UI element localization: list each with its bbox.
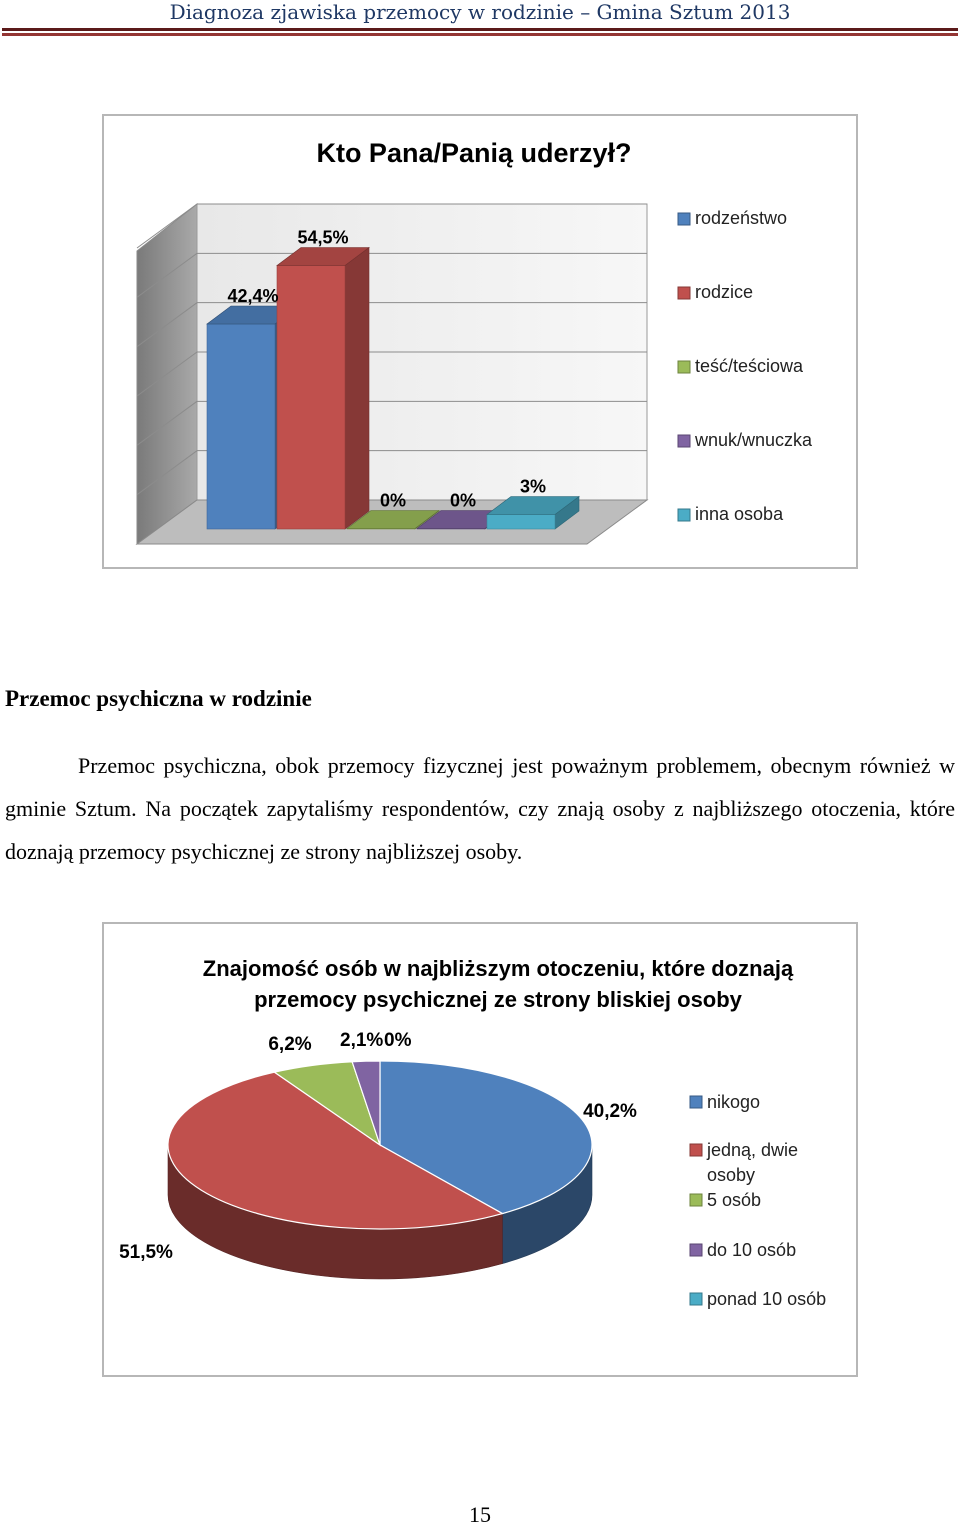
legend-swatch <box>690 1293 702 1305</box>
legend-label: nikogo <box>707 1092 761 1112</box>
legend-swatch <box>678 213 690 225</box>
page-header: Diagnoza zjawiska przemocy w rodzinie – Gmina Sztum 2013 <box>169 0 791 24</box>
bar-front <box>207 324 275 529</box>
legend-label: osoby <box>707 1165 756 1185</box>
bar <box>277 248 369 529</box>
bar-front <box>487 514 555 529</box>
legend-label: 5 osób <box>707 1190 762 1210</box>
pie-value-label: 0% <box>384 1030 412 1051</box>
bar-value-label: 3% <box>519 476 547 497</box>
bar-chart-svg <box>104 116 856 567</box>
legend-swatch <box>690 1144 702 1156</box>
legend-label: inna osoba <box>695 504 784 524</box>
legend-label: do 10 osób <box>707 1240 797 1260</box>
legend-label: jedną, dwie <box>707 1140 799 1160</box>
legend-label: rodzice <box>695 282 754 302</box>
legend-label: rodzeństwo <box>695 208 788 228</box>
chart-title: Kto Pana/Panią uderzył? <box>316 138 632 168</box>
body-paragraph: Przemoc psychiczna, obok przemocy fizycznej jest poważnym problemem, obecnym również w gminie Sztum. Na początek zapytaliśmy respondentów, czy znają osoby z najbliższego otoczenia, które doznają przemocy psychicznej ze strony najbliższej osoby. <box>5 753 955 864</box>
pie-chart-known-victims <box>102 922 858 1377</box>
header-rule <box>2 28 958 31</box>
legend-swatch <box>690 1096 702 1108</box>
legend-label: ponad 10 osób <box>707 1289 827 1309</box>
bar-chart-who-hit <box>102 114 858 569</box>
chart-title-line: przemocy psychicznej ze strony bliskiej osoby <box>254 987 742 1012</box>
legend-swatch <box>678 509 690 521</box>
pie-value-label: 6,2% <box>268 1034 312 1055</box>
legend-swatch <box>690 1244 702 1256</box>
bar-value-label: 42,4% <box>227 286 279 307</box>
header-rule-secondary <box>2 33 958 36</box>
pie-value-label: 40,2% <box>583 1101 637 1122</box>
legend-label: wnuk/wnuczka <box>695 430 813 450</box>
bar-value-label: 0% <box>449 490 477 511</box>
legend-swatch <box>678 361 690 373</box>
legend-swatch <box>678 435 690 447</box>
page-number: 15 <box>469 1502 491 1527</box>
bar-value-label: 54,5% <box>297 227 349 248</box>
legend-swatch <box>678 287 690 299</box>
bar-side <box>345 248 369 529</box>
section-title: Przemoc psychiczna w rodzinie <box>5 686 312 711</box>
bar-front <box>277 266 345 529</box>
pie-chart-svg <box>104 924 856 1375</box>
pie-value-label: 2,1% <box>340 1030 384 1051</box>
legend-swatch <box>690 1194 702 1206</box>
pie-value-label: 51,5% <box>119 1242 173 1263</box>
bar-value-label: 0% <box>379 490 407 511</box>
legend-label: teść/teściowa <box>695 356 804 376</box>
chart-title-line: Znajomość osób w najbliższym otoczeniu, które doznają <box>202 956 794 981</box>
